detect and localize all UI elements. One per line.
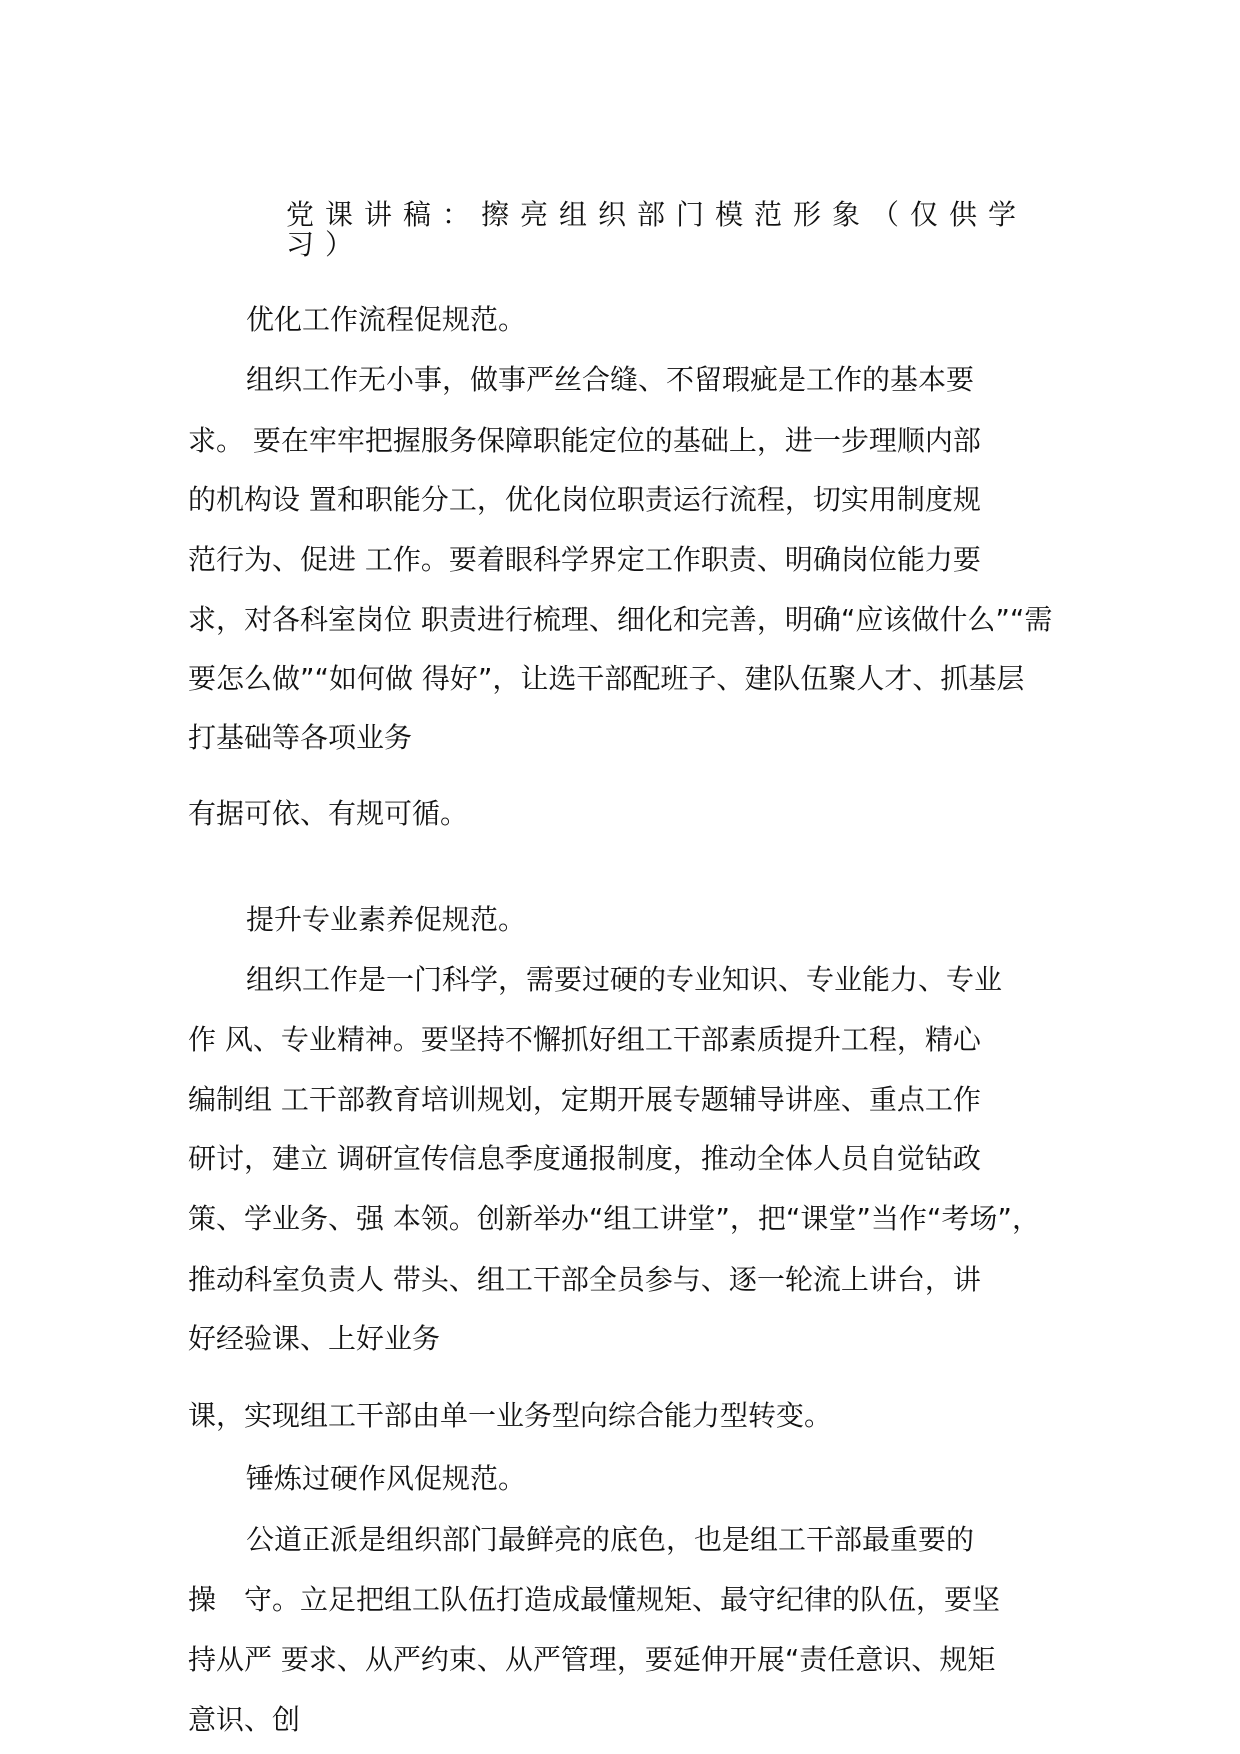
paragraph-line: 好经验课、上好业务 [188,1322,441,1355]
paragraph-line: 课，实现组工干部由单一业务型向综合能力型转变。 [188,1399,833,1432]
paragraph-line: 研讨，建立 调研宣传信息季度通报制度，推动全体人员自觉钻政 [188,1142,981,1175]
paragraph-line: 作 风、专业精神。要坚持不懈抓好组工干部素质提升工程，精心 [188,1023,981,1056]
paragraph-line: 持从严 要求、从严约束、从严管理，要延伸开展“责任意识、规矩 [188,1643,996,1676]
paragraph-line: 有据可依、有规可循。 [188,797,469,830]
paragraph-line: 要怎么做”“如何做 得好”，让选干部配班子、建队伍聚人才、抓基层 [188,662,1025,695]
paragraph-line: 推动科室负责人 带头、组工干部全员参与、逐一轮流上讲台，讲 [188,1263,981,1296]
heading-optimize-workflow: 优化工作流程促规范。 [246,303,527,336]
paragraph-line: 公道正派是组织部门最鲜亮的底色，也是组工干部最重要的 [246,1523,975,1556]
document-title: 党课讲稿：擦亮组织部门模范形象（仅供学习） [286,198,1028,261]
paragraph-line: 求，对各科室岗位 职责进行梳理、细化和完善，明确“应该做什么”“需 [188,603,1053,636]
paragraph-line: 操 守。立足把组工队伍打造成最懂规矩、最守纪律的队伍，要坚 [188,1583,1001,1616]
paragraph-line: 范行为、促进 工作。要着眼科学界定工作职责、明确岗位能力要 [188,543,981,576]
paragraph-line: 策、学业务、强 本领。创新举办“组工讲堂”，把“课堂”当作“考场”， [188,1202,1040,1235]
heading-improve-professionalism: 提升专业素养促规范。 [246,903,527,936]
paragraph-line: 意识、创 [188,1703,301,1736]
paragraph-line: 的机构设 置和职能分工，优化岗位职责运行流程，切实用制度规 [188,483,981,516]
paragraph-line: 求。 要在牢牢把握服务保障职能定位的基础上，进一步理顺内部 [188,424,981,457]
paragraph-line: 组织工作是一门科学，需要过硬的专业知识、专业能力、专业 [246,963,1003,996]
heading-temper-style: 锤炼过硬作风促规范。 [246,1462,527,1495]
paragraph-line: 组织工作无小事，做事严丝合缝、不留瑕疵是工作的基本要 [246,363,975,396]
paragraph-line: 编制组 工干部教育培训规划，定期开展专题辅导讲座、重点工作 [188,1083,981,1116]
paragraph-line: 打基础等各项业务 [188,721,413,754]
